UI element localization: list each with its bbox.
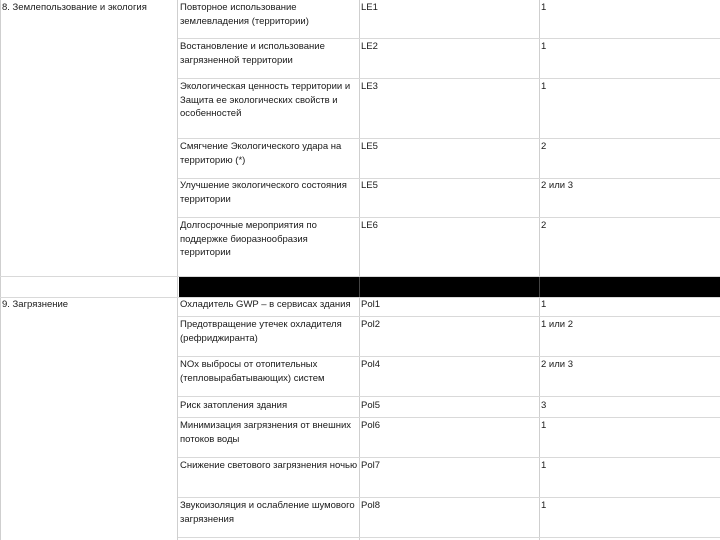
criterion-score: 2 или 3 [541, 359, 574, 370]
criterion-text: NOx выбросы от отопительных (тепловырабатывающих) систем [180, 359, 325, 384]
row-divider [178, 396, 720, 397]
grid-line [359, 0, 360, 540]
row-divider [178, 38, 720, 39]
criterion-text: Риск затопления здания [180, 400, 288, 411]
criterion-text: Минимизация загрязнения от внешних потоков воды [180, 420, 351, 445]
criterion-code: Pol1 [361, 299, 381, 310]
criterion-code: Pol7 [361, 460, 381, 471]
row-divider [178, 417, 720, 418]
row-divider [178, 138, 720, 139]
criterion-text: Смягчение Экологического удара на территорию (*) [180, 141, 342, 166]
criterion-code: LE6 [361, 220, 378, 231]
criterion-score: 1 или 2 [541, 319, 574, 330]
grid-line [0, 0, 1, 540]
criterion-score: 1 [541, 500, 547, 511]
criterion-text: Улучшение экологического состояния территории [180, 180, 347, 205]
criterion-text: Звукоизоляция и ослабление шумового загрязнения [180, 500, 355, 525]
criterion-code: Pol6 [361, 420, 381, 431]
row-divider [178, 457, 720, 458]
criterion-code: Pol4 [361, 359, 381, 370]
section-separator-bar [179, 277, 720, 297]
criterion-score: 3 [541, 400, 547, 411]
criterion-code: Pol5 [361, 400, 381, 411]
row-divider [178, 537, 720, 538]
grid-line [177, 0, 178, 540]
criterion-text: Востановление и использование загрязненной территории [180, 41, 325, 66]
criterion-code: LE5 [361, 141, 378, 152]
grid-line [539, 0, 540, 540]
row-divider [178, 497, 720, 498]
criterion-text: Снижение светового загрязнения ночью [180, 460, 358, 471]
criterion-score: 1 [541, 2, 547, 13]
row-divider [178, 356, 720, 357]
row-divider [178, 217, 720, 218]
criterion-score: 1 [541, 420, 547, 431]
section-category: 9. Загрязнение [2, 299, 69, 310]
criterion-code: Pol2 [361, 319, 381, 330]
criterion-text: Повторное использование землевладения (территории) [180, 2, 309, 27]
criterion-score: 1 [541, 41, 547, 52]
criterion-code: LE5 [361, 180, 378, 191]
criterion-code: LE2 [361, 41, 378, 52]
criterion-text: Предотвращение утечек охладителя (рефриджиранта) [180, 319, 342, 344]
section-category: 8. Землепользование и экология [2, 2, 147, 13]
criterion-score: 1 [541, 81, 547, 92]
criterion-text: Экологическая ценность территории и Защита ее экологических свойств и особенностей [180, 81, 351, 119]
criterion-text: Охладитель GWP – в сервисах здания [180, 299, 351, 310]
criterion-score: 2 [541, 141, 547, 152]
criterion-code: LE1 [361, 2, 378, 13]
criterion-code: Pol8 [361, 500, 381, 511]
criterion-text: Долгосрочные мероприятия по поддержке биоразнообразия территории [180, 220, 317, 258]
criterion-score: 1 [541, 299, 547, 310]
criterion-score: 1 [541, 460, 547, 471]
criterion-code: LE3 [361, 81, 378, 92]
criterion-score: 2 или 3 [541, 180, 574, 191]
row-divider [178, 316, 720, 317]
row-divider [178, 78, 720, 79]
criterion-score: 2 [541, 220, 547, 231]
